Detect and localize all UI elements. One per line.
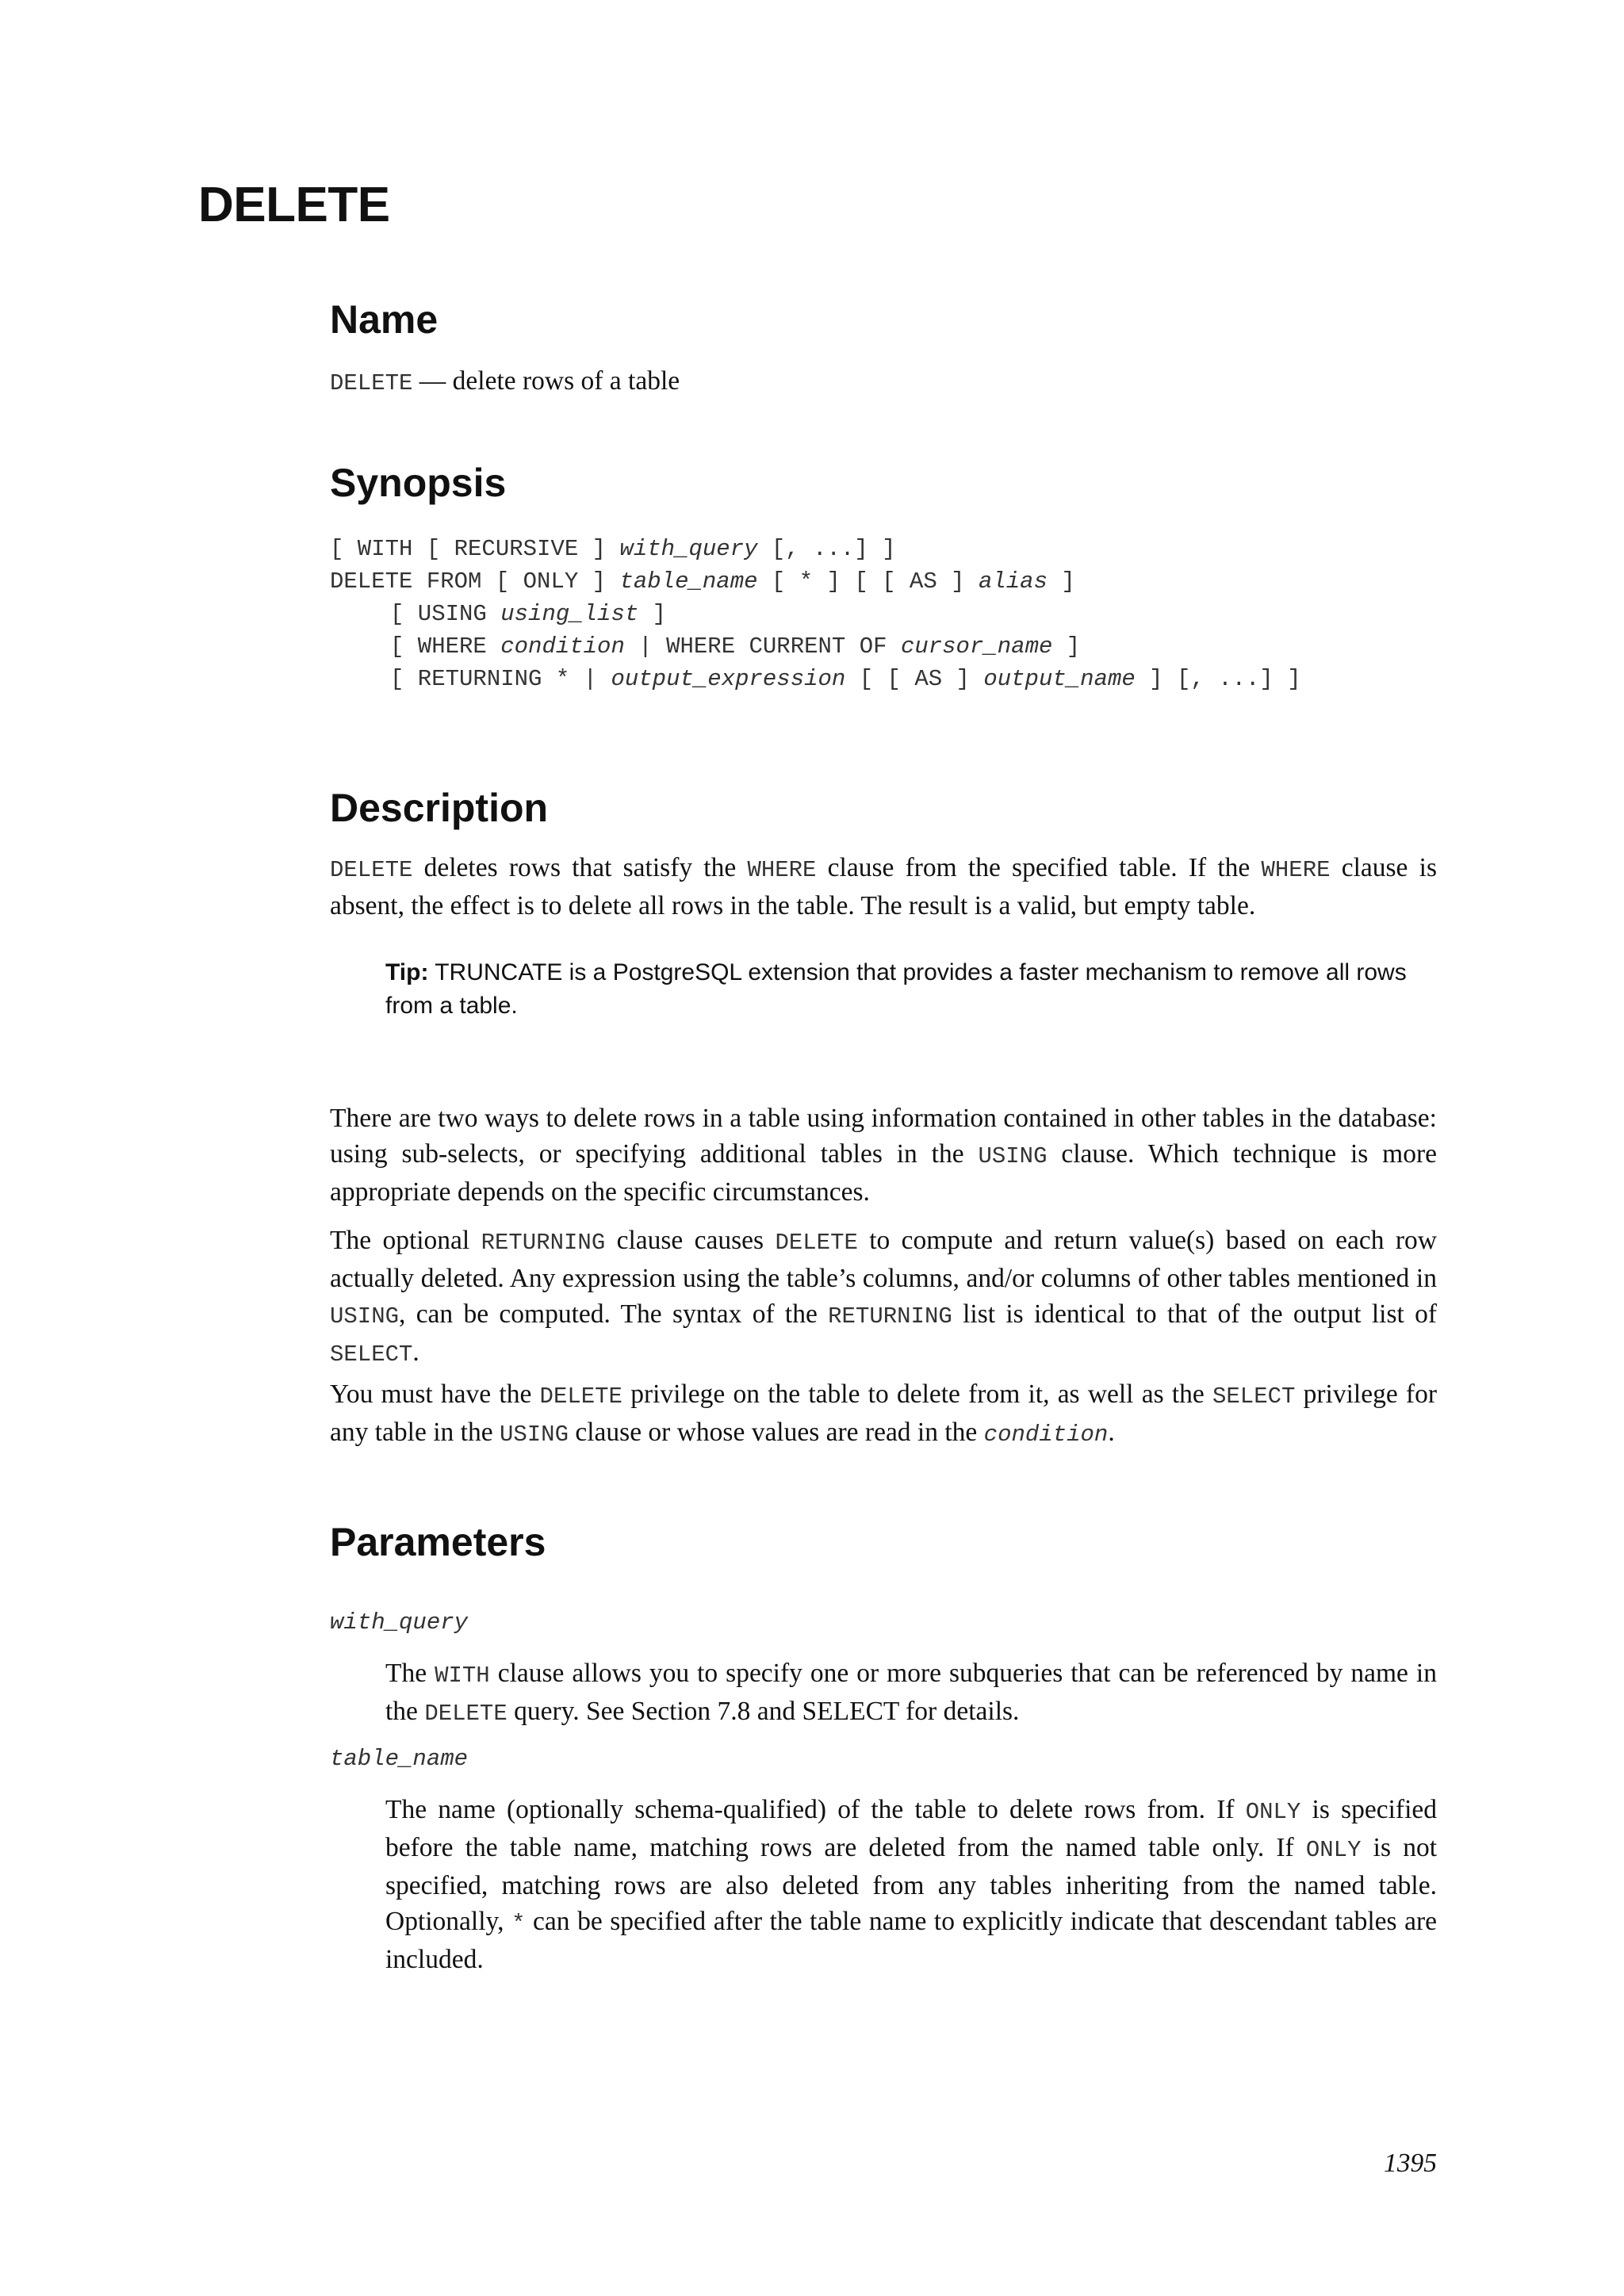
paragraph-text: clause allows you to specify one or more subqueries that can be referenced by name in the xyxy=(385,1659,1437,1726)
inline-code: WITH xyxy=(435,1663,490,1689)
inline-code: RETURNING xyxy=(828,1303,952,1330)
paragraph-text: list is identical to that of the output list of xyxy=(952,1299,1438,1329)
paragraph-text: The optional xyxy=(330,1226,481,1255)
tip-label: Tip: xyxy=(385,959,429,985)
code-text: [ WHERE xyxy=(390,633,501,660)
tip-text: TRUNCATE is a PostgreSQL extension that provides a faster mechanism to remove all rows from a table. xyxy=(385,959,1407,1019)
paragraph-text: clause is absent, the effect is to delete all rows in the table. The result is a valid, but empty table. xyxy=(330,853,1437,920)
inline-code: USING xyxy=(978,1143,1048,1169)
tip-note xyxy=(385,956,1437,1023)
paragraph-text: . xyxy=(412,1337,419,1367)
parameter-definition xyxy=(385,1792,1437,1977)
code-placeholder: alias xyxy=(978,568,1048,595)
paragraph-text: clause causes xyxy=(605,1226,776,1255)
inline-code: ONLY xyxy=(1305,1837,1362,1863)
description-heading: Description xyxy=(330,786,549,830)
command-summary: — delete rows of a table xyxy=(412,366,680,396)
name-heading: Name xyxy=(330,297,439,342)
paragraph-text: The name (optionally schema-qualified) of the table to delete rows from. If xyxy=(385,1795,1246,1824)
inline-code: DELETE xyxy=(775,1230,858,1256)
code-text: | WHERE CURRENT OF xyxy=(624,633,901,660)
code-placeholder: using_list xyxy=(500,601,639,627)
paragraph-text: The xyxy=(385,1659,435,1688)
synopsis-line xyxy=(330,533,1301,565)
command-name: DELETE xyxy=(330,370,413,396)
paragraph-text: You must have the xyxy=(330,1380,540,1409)
code-text: [ WITH [ RECURSIVE ] xyxy=(330,536,620,562)
code-placeholder: with_query xyxy=(619,536,758,562)
code-text: ] xyxy=(1047,568,1075,595)
synopsis-heading: Synopsis xyxy=(330,461,507,505)
code-text: [ [ AS ] xyxy=(845,666,984,692)
inline-code: WHERE xyxy=(1261,857,1331,883)
code-text: ] [, ...] ] xyxy=(1135,666,1301,692)
synopsis-line xyxy=(330,630,1301,663)
inline-code: SELECT xyxy=(330,1341,413,1368)
inline-code: USING xyxy=(330,1303,400,1330)
synopsis-line xyxy=(330,565,1301,598)
name-summary xyxy=(330,363,1437,401)
paragraph-text: , can be computed. The syntax of the xyxy=(399,1299,829,1329)
paragraph-text: to compute and return value(s) based on each row actually deleted. Any expression using the table’s columns, and/or columns of other tables mentioned in xyxy=(330,1226,1437,1293)
code-placeholder: output_expression xyxy=(611,666,846,692)
inline-code: ONLY xyxy=(1245,1799,1301,1825)
description-paragraph xyxy=(330,1100,1437,1210)
description-paragraph xyxy=(330,1376,1437,1452)
code-text: ] xyxy=(638,601,667,627)
page-title: DELETE xyxy=(198,178,390,232)
paragraph-text: is not specified, matching rows are also deleted from any tables inheriting from the named table. Optionally, xyxy=(385,1833,1438,1936)
paragraph-text: privilege on the table to delete from it, as well as the xyxy=(622,1380,1212,1409)
paragraph-text: clause. Which technique is more appropriate depends on the specific circumstances. xyxy=(330,1139,1437,1207)
code-text: [, ...] ] xyxy=(757,536,896,562)
parameter-term: with_query xyxy=(330,1609,469,1636)
inline-code: DELETE xyxy=(424,1701,508,1727)
parameter-term: table_name xyxy=(330,1746,469,1772)
code-placeholder: cursor_name xyxy=(900,633,1053,660)
code-placeholder: table_name xyxy=(619,568,758,595)
code-text: [ RETURNING * | xyxy=(390,666,611,692)
code-placeholder: output_name xyxy=(983,666,1136,692)
code-text: [ * ] [ [ AS ] xyxy=(757,568,979,595)
paragraph-text: clause from the specified table. If the xyxy=(816,853,1262,882)
page-number: 1395 xyxy=(1384,2149,1437,2178)
description-paragraph xyxy=(330,1223,1437,1372)
synopsis-line xyxy=(330,663,1301,695)
inline-code: RETURNING xyxy=(481,1230,606,1256)
synopsis-code xyxy=(330,533,1301,695)
inline-code: condition xyxy=(983,1422,1109,1448)
code-text: [ USING xyxy=(390,601,501,627)
description-paragraph xyxy=(330,850,1437,924)
parameters-heading: Parameters xyxy=(330,1520,546,1564)
code-text: ] xyxy=(1052,633,1081,660)
paragraph-text: There are two ways to delete rows in a table using information contained in other tables in the database: using sub-selects, or specifying additional tables in the xyxy=(330,1104,1437,1169)
inline-code: SELECT xyxy=(1212,1383,1296,1410)
code-placeholder: condition xyxy=(500,633,625,660)
paragraph-text: . xyxy=(1108,1418,1115,1447)
parameter-definition xyxy=(385,1655,1437,1732)
paragraph-text: deletes rows that satisfy the xyxy=(412,853,748,882)
inline-code: DELETE xyxy=(330,857,413,883)
paragraph-text: query. See Section 7.8 and SELECT for details. xyxy=(507,1697,1020,1726)
paragraph-text: privilege for any table in the xyxy=(330,1380,1437,1447)
paragraph-text: clause or whose values are read in the xyxy=(568,1418,984,1447)
inline-code: WHERE xyxy=(747,857,817,883)
inline-code: USING xyxy=(499,1422,569,1448)
paragraph-text: is specified before the table name, matching rows are deleted from the named table only. If xyxy=(385,1795,1437,1862)
inline-code: DELETE xyxy=(539,1383,622,1410)
inline-code: * xyxy=(511,1911,526,1937)
code-text: DELETE FROM [ ONLY ] xyxy=(330,568,620,595)
paragraph-text: can be specified after the table name to explicitly indicate that descendant tables are included. xyxy=(385,1907,1437,1974)
synopsis-line xyxy=(330,598,1301,630)
